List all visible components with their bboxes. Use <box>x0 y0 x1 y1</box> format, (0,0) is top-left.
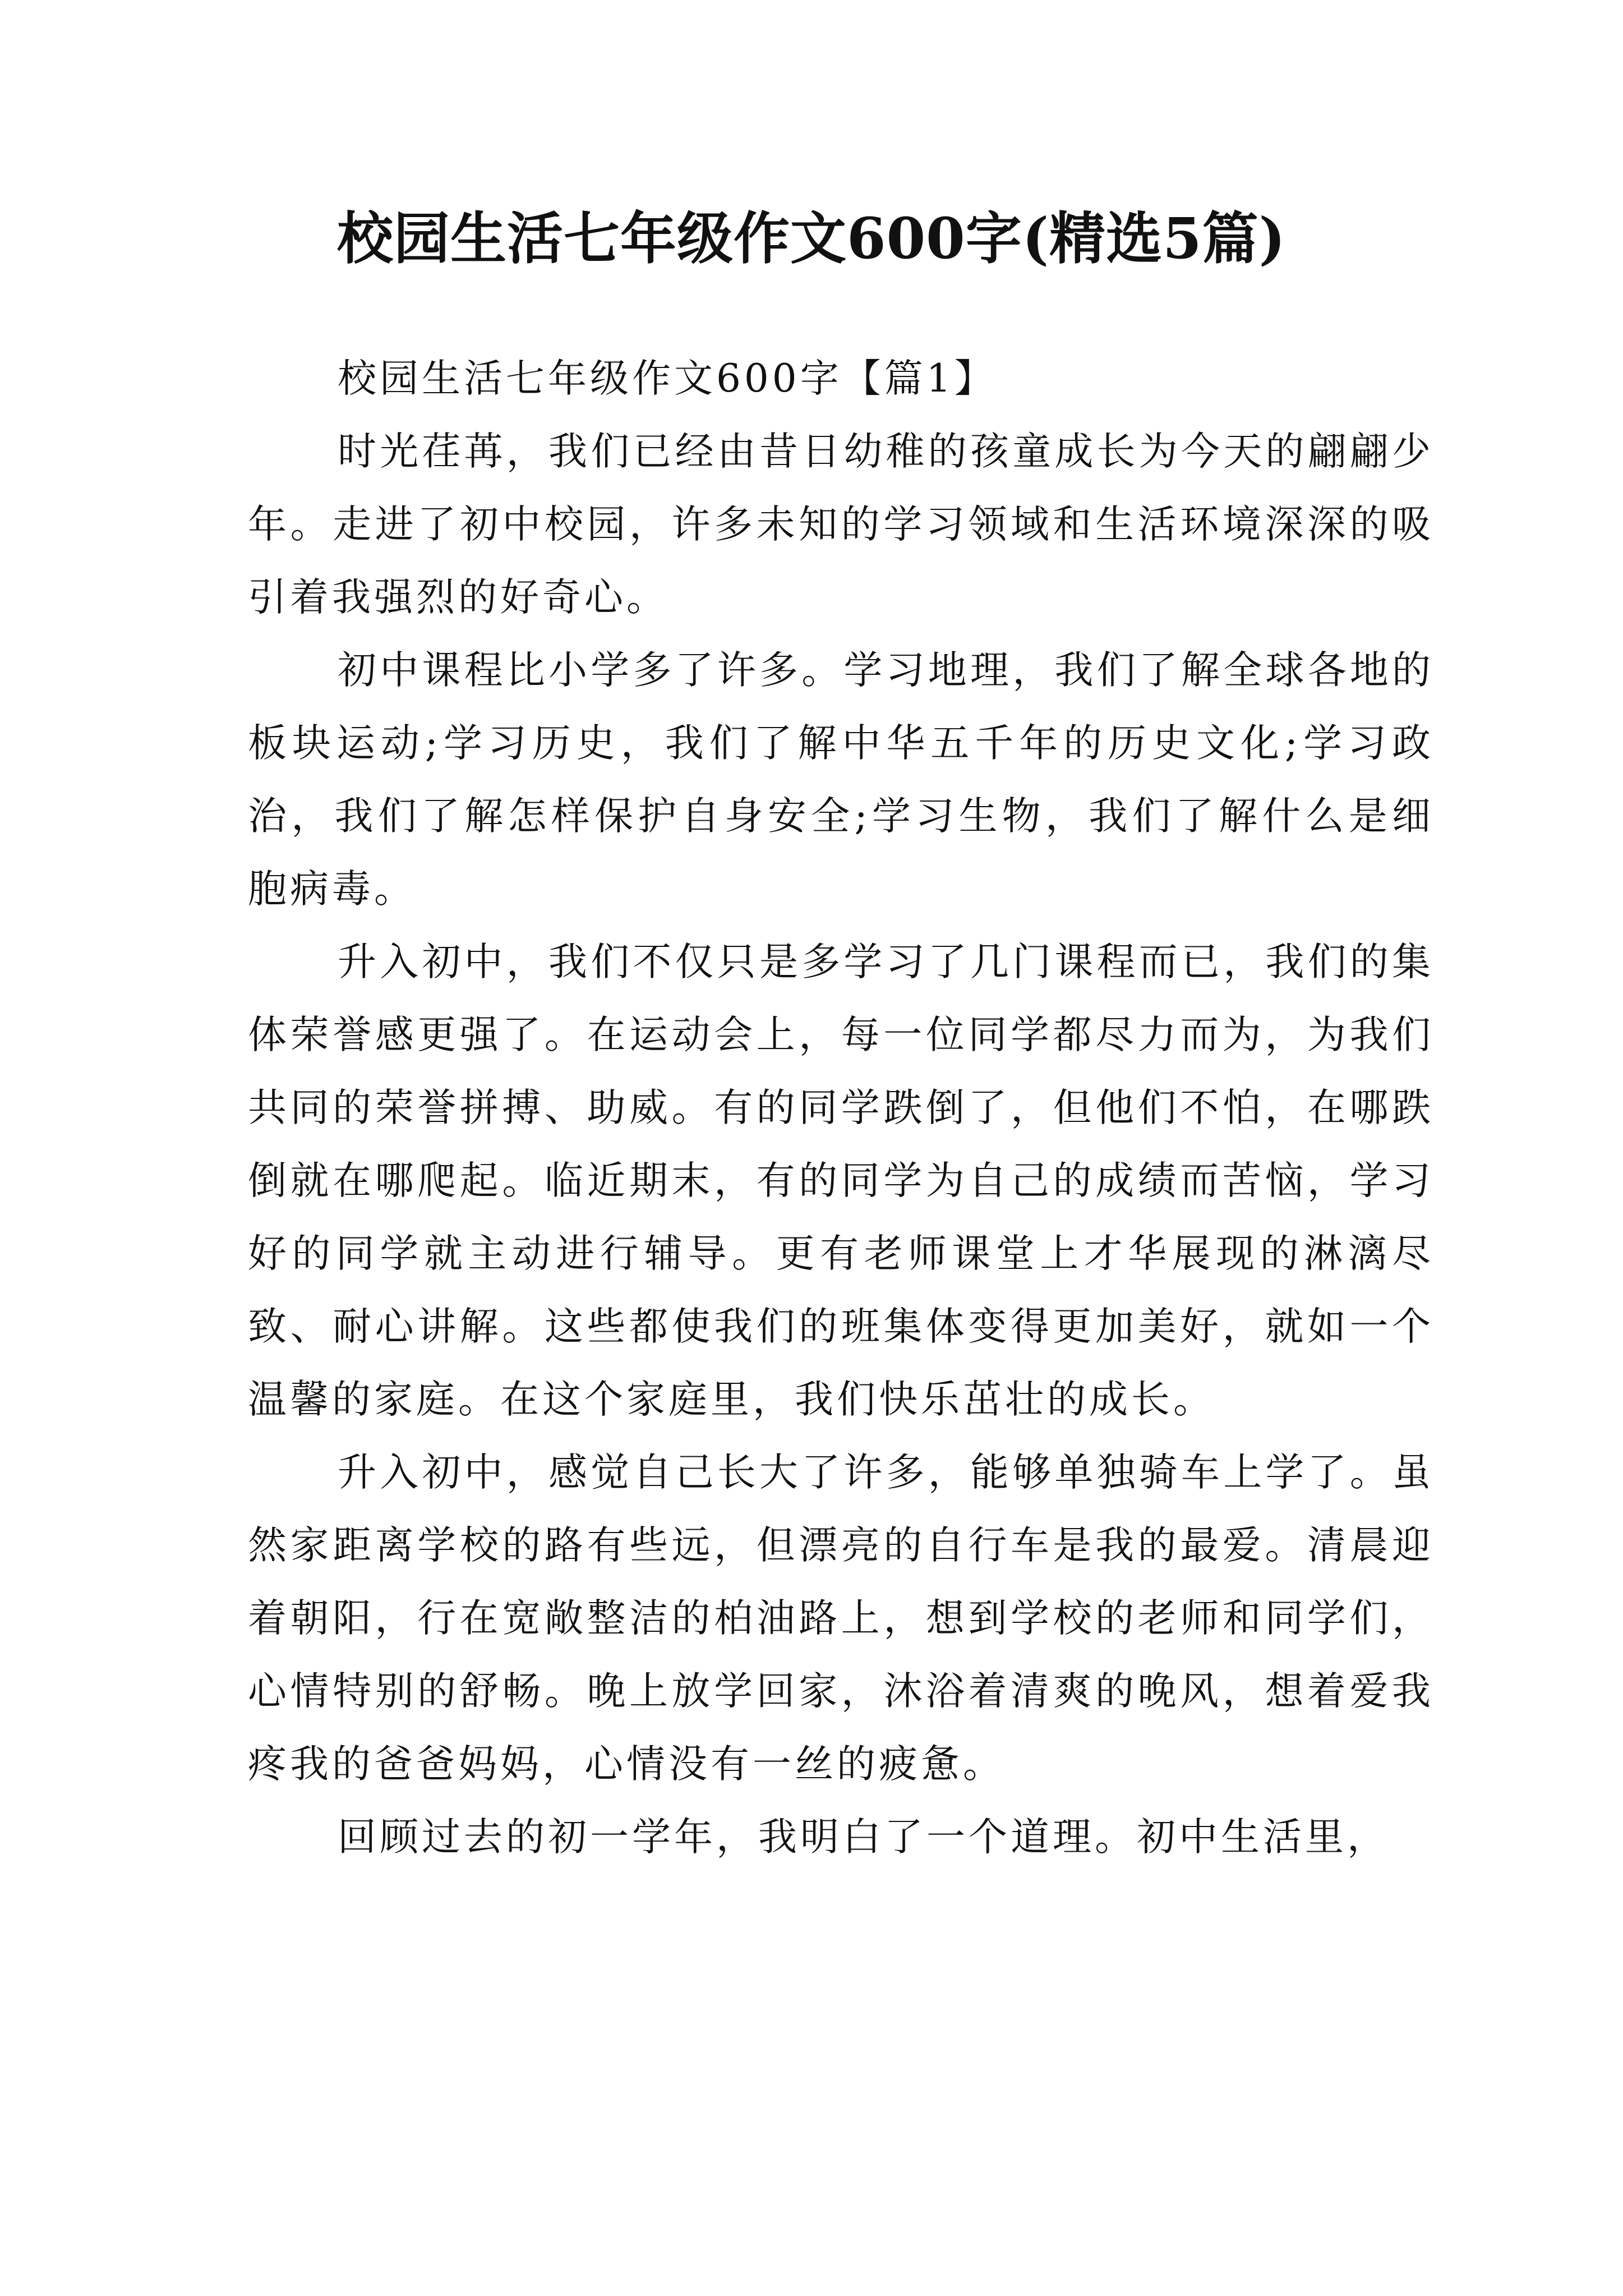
document-title: 校园生活七年级作文600字(精选5篇) <box>337 205 1286 272</box>
paragraph-1: 时光荏苒，我们已经由昔日幼稚的孩童成长为今天的翩翩少年。走进了初中校园，许多未知的学习领域和生活环境深深的吸引着我强烈的好奇心。 <box>248 429 1434 620</box>
paragraph-4: 升入初中，感觉自己长大了许多，能够单独骑车上学了。虽然家距离学校的路有些远，但漂亮的自行车是我的最爱。清晨迎着朝阳，行在宽敞整洁的柏油路上，想到学校的老师和同学们，心情特别的舒畅。晚上放学回家，沐浴着清爽的晚风，想着爱我疼我的爸爸妈妈，心情没有一丝的疲惫。 <box>248 1450 1434 1787</box>
section-heading: 校园生活七年级作文600字【篇1】 <box>338 356 997 401</box>
paragraph-2: 初中课程比小学多了许多。学习地理，我们了解全球各地的板块运动;学习历史，我们了解中华五千年的历史文化;学习政治，我们了解怎样保护自身安全;学习生物，我们了解什么是细胞病毒。 <box>248 648 1434 912</box>
paragraph-3: 升入初中，我们不仅只是多学习了几门课程而已，我们的集体荣誉感更强了。在运动会上，每一位同学都尽力而为，为我们共同的荣誉拼搏、助威。有的同学跌倒了，但他们不怕，在哪跌倒就在哪爬起。临近期末，有的同学为自己的成绩而苦恼，学习好的同学就主动进行辅导。更有老师课堂上才华展现的淋漓尽致、耐心讲解。这些都使我们的班集体变得更加美好，就如一个温馨的家庭。在这个家庭里，我们快乐茁壮的成长。 <box>248 940 1434 1422</box>
paragraph-5: 回顾过去的初一学年，我明白了一个道理。初中生活里， <box>338 1815 1389 1860</box>
document-body <box>248 342 1434 1874</box>
